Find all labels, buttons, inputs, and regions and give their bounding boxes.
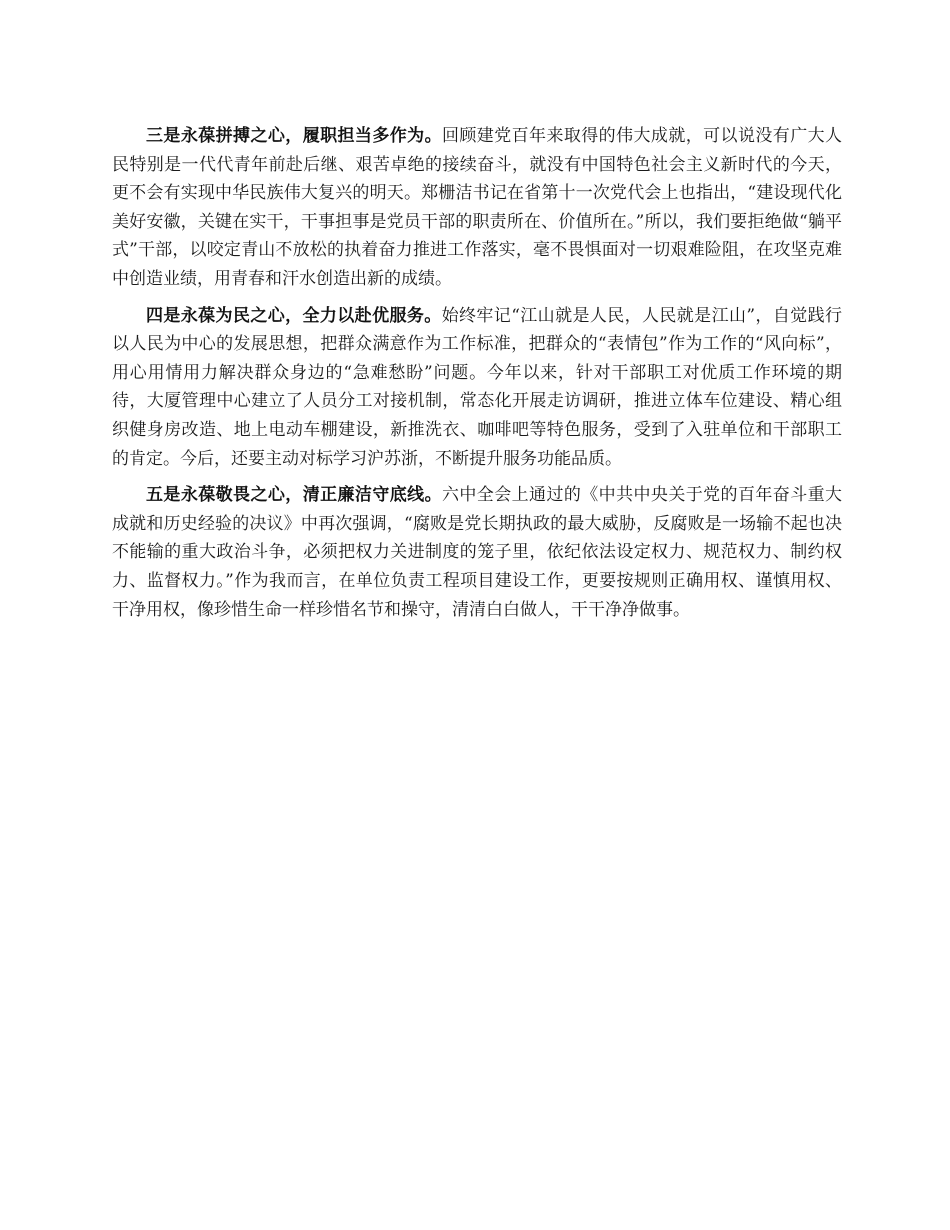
paragraph-five — [112, 481, 842, 624]
paragraph-three-heading: 三是永葆拼搏之心，履职担当多作为。 — [146, 126, 442, 146]
paragraph-four — [112, 302, 842, 474]
paragraph-three-body: 回顾建党百年来取得的伟大成就，可以说没有广大人民特别是一代代青年前赴后继、艰苦卓绝的接续奋斗，就没有中国特色社会主义新时代的今天，更不会有实现中华民族伟大复兴的明天。郑栅洁书记在省第十一次党代会上也指出，“建设现代化美好安徽，关键在实干，干事担事是党员干部的职责所在、价值所在。”所以，我们要拒绝做“躺平式”干部，以咬定青山不放松的执着奋力推进工作落实，毫不畏惧面对一切艰难险阻，在攻坚克难中创造业绩，用青春和汗水创造出新的成绩。 — [112, 126, 843, 289]
paragraph-three — [112, 122, 842, 294]
paragraph-five-heading: 五是永葆敬畏之心，清正廉洁守底线。 — [146, 485, 442, 506]
document-page — [112, 122, 842, 632]
paragraph-five-body: 六中全会上通过的《中共中央关于党的百年奋斗重大成就和历史经验的决议》中再次强调，“腐败是党长期执政的最大威胁，反腐败是一场输不起也决不能输的重大政治斗争，必须把权力关进制度的笼子里，依纪依法设定权力、规范权力、制约权力、监督权力。”作为我而言，在单位负责工程项目建设工作，更要按规则正确用权、谨慎用权、干净用权，像珍惜生命一样珍惜名节和操守，清清白白做人，干干净净做事。 — [112, 485, 843, 620]
paragraph-four-heading: 四是永葆为民之心，全力以赴优服务。 — [146, 305, 442, 326]
paragraph-four-body: 始终牢记“江山就是人民，人民就是江山”，自觉践行以人民为中心的发展思想，把群众满意作为工作标准，把群众的“表情包”作为工作的“风向标”，用心用情用力解决群众身边的“急难愁盼”问题。今年以来，针对干部职工对优质工作环境的期待，大厦管理中心建立了人员分工对接机制，常态化开展走访调研，推进立体车位建设、精心组织健身房改造、地上电动车棚建设，新推洗衣、咖啡吧等特色服务，受到了入驻单位和干部职工的肯定。今后，还要主动对标学习沪苏浙，不断提升服务功能品质。 — [112, 305, 842, 469]
